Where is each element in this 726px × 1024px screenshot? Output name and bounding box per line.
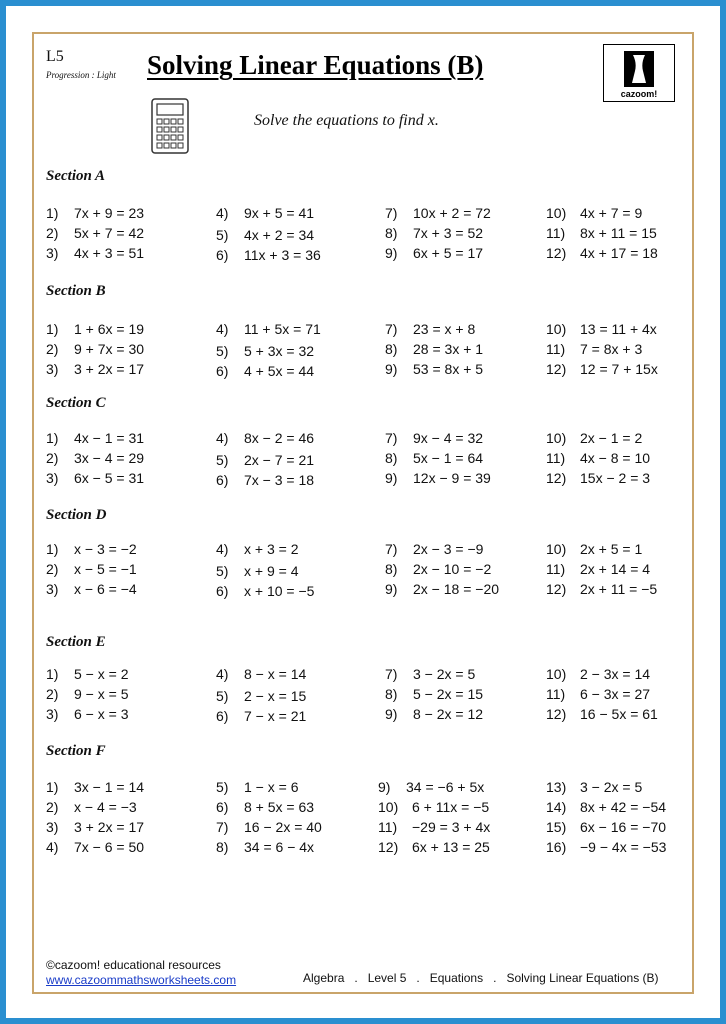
question-number: 11) [378,819,398,835]
question-number: 10) [546,205,567,221]
question-number: 2) [46,341,59,357]
question-number: 4) [216,666,229,682]
equation-text: 2x + 5 = 1 [580,541,643,557]
equation-text: 5x − 1 = 64 [413,450,484,466]
question-number: 9) [385,706,398,722]
equation-item [385,706,483,722]
equation-text: 5x + 7 = 42 [74,225,145,241]
equation-text: 5 + 3x = 32 [244,343,315,359]
copyright-text: ©cazoom! educational resources [46,958,221,972]
equation-text: 3x − 4 = 29 [74,450,145,466]
equation-item [546,561,650,577]
equation-item [385,361,483,377]
equation-text: 2x − 3 = −9 [413,541,484,557]
equation-text: 28 = 3x + 1 [413,341,484,357]
equation-text: 4x + 2 = 34 [244,227,315,243]
equation-item [378,799,489,815]
equation-text: 8 − x = 14 [244,666,307,682]
equation-text: 4x + 17 = 18 [580,245,658,261]
equation-text: 6x + 5 = 17 [413,245,484,261]
equation-text: 15x − 2 = 3 [580,470,651,486]
equation-item [378,839,490,855]
equation-item [216,799,314,815]
question-number: 10) [546,541,567,557]
equation-text: 7x − 3 = 18 [244,472,315,488]
equation-text: x − 3 = −2 [74,541,137,557]
equation-item [216,688,306,704]
question-number: 8) [216,839,229,855]
question-number: 11) [546,225,566,241]
equation-text: −9 − 4x = −53 [580,839,667,855]
equation-text: 7x + 3 = 52 [413,225,484,241]
equation-item [546,225,657,241]
question-number: 5) [216,227,229,243]
question-number: 14) [546,799,567,815]
question-number: 3) [46,470,59,486]
cazoom-logo [603,44,675,102]
equation-text: x + 9 = 4 [244,563,299,579]
equation-text: 7 = 8x + 3 [580,341,643,357]
equation-item [546,321,657,337]
section-title: Section F [46,743,106,759]
question-number: 12) [546,245,567,261]
equation-text: x + 3 = 2 [244,541,299,557]
equation-item [46,225,144,241]
equation-item [546,581,657,597]
equation-item [216,563,298,579]
equation-text: 2x − 1 = 2 [580,430,643,446]
calculator-icon [151,98,189,154]
question-number: 11) [546,450,566,466]
equation-item [378,779,484,795]
equation-item [385,430,483,446]
equation-item [385,450,483,466]
question-number: 9) [385,581,398,597]
equation-item [378,819,490,835]
equation-item [216,227,314,243]
question-number: 8) [385,561,398,577]
question-number: 3) [46,361,59,377]
question-number: 1) [46,666,59,682]
equation-text: x + 10 = −5 [244,583,315,599]
equation-text: 10x + 2 = 72 [413,205,491,221]
equation-item [216,819,322,835]
equation-text: 8x + 11 = 15 [580,225,657,241]
equation-text: 16 − 5x = 61 [580,706,658,722]
equation-text: −29 = 3 + 4x [412,819,491,835]
equation-item [385,470,491,486]
equation-item [216,839,314,855]
section-title: Section A [46,168,106,184]
equation-text: 3 + 2x = 17 [74,361,145,377]
question-number: 1) [46,321,59,337]
keyhole-icon [624,51,654,87]
equation-item [546,541,642,557]
equation-item [46,321,144,337]
equation-text: 4x + 7 = 9 [580,205,643,221]
equation-item [385,581,499,597]
equation-item [385,321,475,337]
equation-item [46,819,144,835]
equation-text: x − 4 = −3 [74,799,137,815]
equation-item [546,205,642,221]
question-number: 5) [216,452,229,468]
equation-item [46,450,144,466]
question-number: 1) [46,430,59,446]
question-number: 12) [546,470,567,486]
equation-text: 8 − 2x = 12 [413,706,484,722]
worksheet-page [6,6,720,1018]
question-number: 6) [216,583,229,599]
equation-text: 13 = 11 + 4x [580,321,657,337]
equation-item [46,245,144,261]
question-number: 10) [546,321,567,337]
question-number: 9) [385,361,398,377]
equation-item [385,205,491,221]
equation-item [385,686,483,702]
equation-item [546,470,650,486]
question-number: 5) [216,779,229,795]
question-number: 4) [216,205,229,221]
equation-text: 9x − 4 = 32 [413,430,484,446]
equation-item [546,706,658,722]
question-number: 5) [216,563,229,579]
equation-item [46,361,144,377]
question-number: 1) [46,779,59,795]
equation-text: 12 = 7 + 15x [580,361,658,377]
equation-item [385,561,491,577]
equation-text: 7x − 6 = 50 [74,839,145,855]
question-number: 7) [385,205,398,221]
equation-item [216,343,314,359]
question-number: 10) [546,666,567,682]
equation-text: 4 + 5x = 44 [244,363,315,379]
question-number: 7) [385,430,398,446]
equation-text: 9 − x = 5 [74,686,129,702]
equation-item [216,321,321,337]
equation-text: x − 5 = −1 [74,561,137,577]
equation-text: 11x + 3 = 36 [244,247,321,263]
question-number: 8) [385,341,398,357]
equation-text: 12x − 9 = 39 [413,470,491,486]
question-number: 3) [46,581,59,597]
question-number: 7) [216,819,229,835]
equation-item [216,708,306,724]
equation-item [46,686,128,702]
question-number: 10) [378,799,399,815]
equation-text: 2x + 14 = 4 [580,561,651,577]
question-number: 9) [385,245,398,261]
equation-text: 16 − 2x = 40 [244,819,322,835]
equation-item [46,779,144,795]
equation-item [216,779,298,795]
equation-item [546,819,666,835]
equation-item [216,363,314,379]
equation-text: 4x − 8 = 10 [580,450,651,466]
question-number: 12) [546,361,567,377]
equation-item [216,666,306,682]
section-title: Section E [46,634,106,650]
question-number: 12) [378,839,399,855]
equation-text: 2x − 10 = −2 [413,561,492,577]
question-number: 11) [546,341,566,357]
question-number: 11) [546,686,566,702]
question-number: 2) [46,686,59,702]
equation-item [546,430,642,446]
equation-item [546,341,642,357]
question-number: 13) [546,779,567,795]
equation-item [46,470,144,486]
question-number: 6) [216,708,229,724]
equation-text: 2 − x = 15 [244,688,307,704]
equation-item [46,839,144,855]
equation-text: 23 = x + 8 [413,321,476,337]
equation-text: 3x − 1 = 14 [74,779,145,795]
question-number: 7) [385,666,398,682]
equation-text: 7x + 9 = 23 [74,205,145,221]
equation-item [216,205,314,221]
equation-text: 34 = −6 + 5x [406,779,485,795]
equation-text: 6 + 11x = −5 [412,799,490,815]
equation-text: 6x − 16 = −70 [580,819,667,835]
equation-item [216,472,314,488]
question-number: 9) [385,470,398,486]
question-number: 15) [546,819,567,835]
equation-item [546,839,666,855]
equation-text: 53 = 8x + 5 [413,361,484,377]
equation-item [46,430,144,446]
question-number: 6) [216,472,229,488]
equation-item [216,583,314,599]
logo-text: cazoom! [620,89,658,99]
equation-text: 4x + 3 = 51 [74,245,145,261]
equation-text: 3 − 2x = 5 [580,779,643,795]
equation-text: 4x − 1 = 31 [74,430,145,446]
equation-text: 2x − 18 = −20 [413,581,500,597]
equation-text: 1 − x = 6 [244,779,299,795]
instruction-text: Solve the equations to find x. [254,112,439,129]
question-number: 11) [546,561,566,577]
equation-item [216,452,314,468]
section-title: Section B [46,283,106,299]
question-number: 2) [46,799,59,815]
equation-text: 8x − 2 = 46 [244,430,315,446]
equation-text: 5 − 2x = 15 [413,686,484,702]
equation-item [546,799,666,815]
equation-text: 6 − 3x = 27 [580,686,651,702]
page-title: Solving Linear Equations (B) [147,50,484,80]
equation-item [546,245,658,261]
question-number: 8) [385,225,398,241]
equation-text: 1 + 6x = 19 [74,321,145,337]
progression-label: Progression : Light [46,70,116,80]
equation-item [546,450,650,466]
footer-breadcrumb: Algebra . Level 5 . Equations . Solving Linear Equations (B) [303,971,659,985]
question-number: 4) [216,430,229,446]
equation-text: 7 − x = 21 [244,708,307,724]
equation-text: x − 6 = −4 [74,581,137,597]
equation-item [46,341,144,357]
question-number: 1) [46,541,59,557]
equation-item [385,225,483,241]
question-number: 6) [216,247,229,263]
website-link[interactable]: www.cazoommathsworksheets.com [46,973,237,987]
equation-text: 3 + 2x = 17 [74,819,145,835]
equation-item [46,205,144,221]
equation-item [46,581,137,597]
equation-text: 34 = 6 − 4x [244,839,315,855]
question-number: 2) [46,225,59,241]
question-number: 16) [546,839,567,855]
equation-item [46,706,128,722]
question-number: 3) [46,819,59,835]
question-number: 3) [46,706,59,722]
equation-text: 8 + 5x = 63 [244,799,315,815]
question-number: 1) [46,205,59,221]
question-number: 5) [216,688,229,704]
equation-item [385,541,483,557]
question-number: 4) [216,321,229,337]
question-number: 12) [546,706,567,722]
equation-item [216,541,298,557]
question-number: 4) [216,541,229,557]
equation-item [216,247,321,263]
question-number: 12) [546,581,567,597]
equation-text: 2x + 11 = −5 [580,581,658,597]
equation-text: 8x + 42 = −54 [580,799,667,815]
question-number: 7) [385,541,398,557]
equation-text: 2 − 3x = 14 [580,666,651,682]
equation-item [46,561,137,577]
equation-item [546,361,658,377]
equation-text: 11 + 5x = 71 [244,321,321,337]
question-number: 7) [385,321,398,337]
equation-item [46,799,137,815]
equation-text: 2x − 7 = 21 [244,452,315,468]
equation-text: 3 − 2x = 5 [413,666,476,682]
question-number: 3) [46,245,59,261]
level-label: L5 [46,48,64,65]
question-number: 8) [385,686,398,702]
equation-item [546,666,650,682]
question-number: 4) [46,839,59,855]
equation-item [546,779,642,795]
equation-item [46,666,128,682]
equation-text: 6x + 13 = 25 [412,839,490,855]
question-number: 5) [216,343,229,359]
equation-item [216,430,314,446]
question-number: 6) [216,799,229,815]
question-number: 2) [46,450,59,466]
equation-text: 9 + 7x = 30 [74,341,145,357]
equation-text: 6 − x = 3 [74,706,129,722]
equation-text: 6x − 5 = 31 [74,470,145,486]
section-title: Section D [46,507,107,523]
question-number: 10) [546,430,567,446]
equation-item [546,686,650,702]
question-number: 9) [378,779,391,795]
question-number: 2) [46,561,59,577]
equation-item [385,666,475,682]
equation-item [385,245,483,261]
equation-text: 9x + 5 = 41 [244,205,315,221]
equation-item [46,541,137,557]
section-title: Section C [46,395,106,411]
equation-item [385,341,483,357]
question-number: 8) [385,450,398,466]
question-number: 6) [216,363,229,379]
equation-text: 5 − x = 2 [74,666,129,682]
